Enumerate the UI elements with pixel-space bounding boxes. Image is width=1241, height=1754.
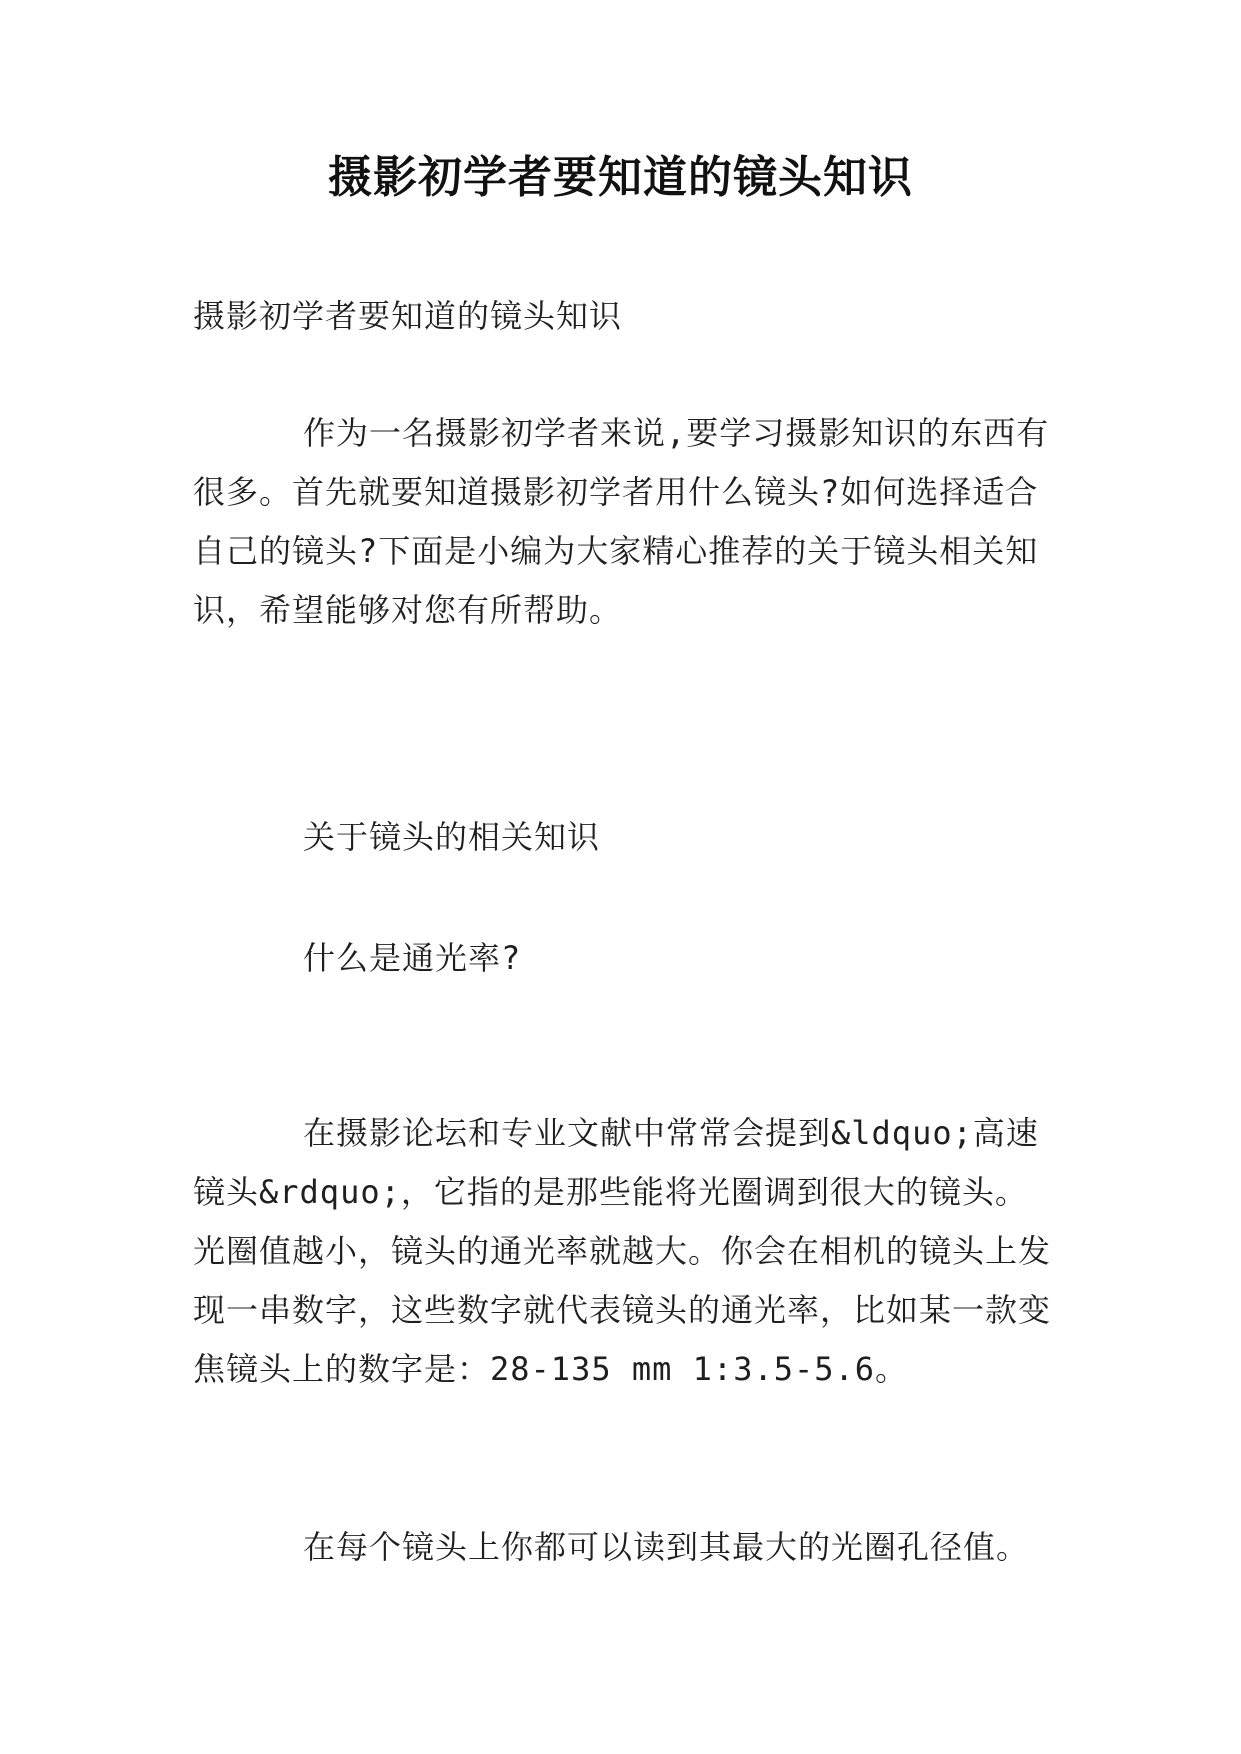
aperture-paragraph: 在摄影论坛和专业文献中常常会提到&ldquo;高速镜头&rdquo;，它指的是那些能将光圈调到很大的镜头。光圈值越小，镜头的通光率就越大。你会在相机的镜头上发现一串数字，这些数字就代表镜头的通光率，比如某一款变焦镜头上的数字是：28-135 mm 1:3.5-5.6。 bbox=[193, 1114, 1052, 1388]
document-title: 摄影初学者要知道的镜头知识 bbox=[328, 152, 913, 203]
document-subtitle: 摄影初学者要知道的镜头知识 bbox=[193, 297, 623, 335]
section-heading-lens: 关于镜头的相关知识 bbox=[303, 818, 601, 856]
intro-paragraph: 作为一名摄影初学者来说,要学习摄影知识的东西有很多。首先就要知道摄影初学者用什么镜头?如何选择适合自己的镜头?下面是小编为大家精心推荐的关于镜头相关知识，希望能够对您有所帮助。 bbox=[193, 414, 1050, 629]
section-heading-aperture: 什么是通光率? bbox=[303, 939, 522, 977]
max-aperture-paragraph: 在每个镜头上你都可以读到其最大的光圈孔径值。 bbox=[303, 1528, 1030, 1566]
